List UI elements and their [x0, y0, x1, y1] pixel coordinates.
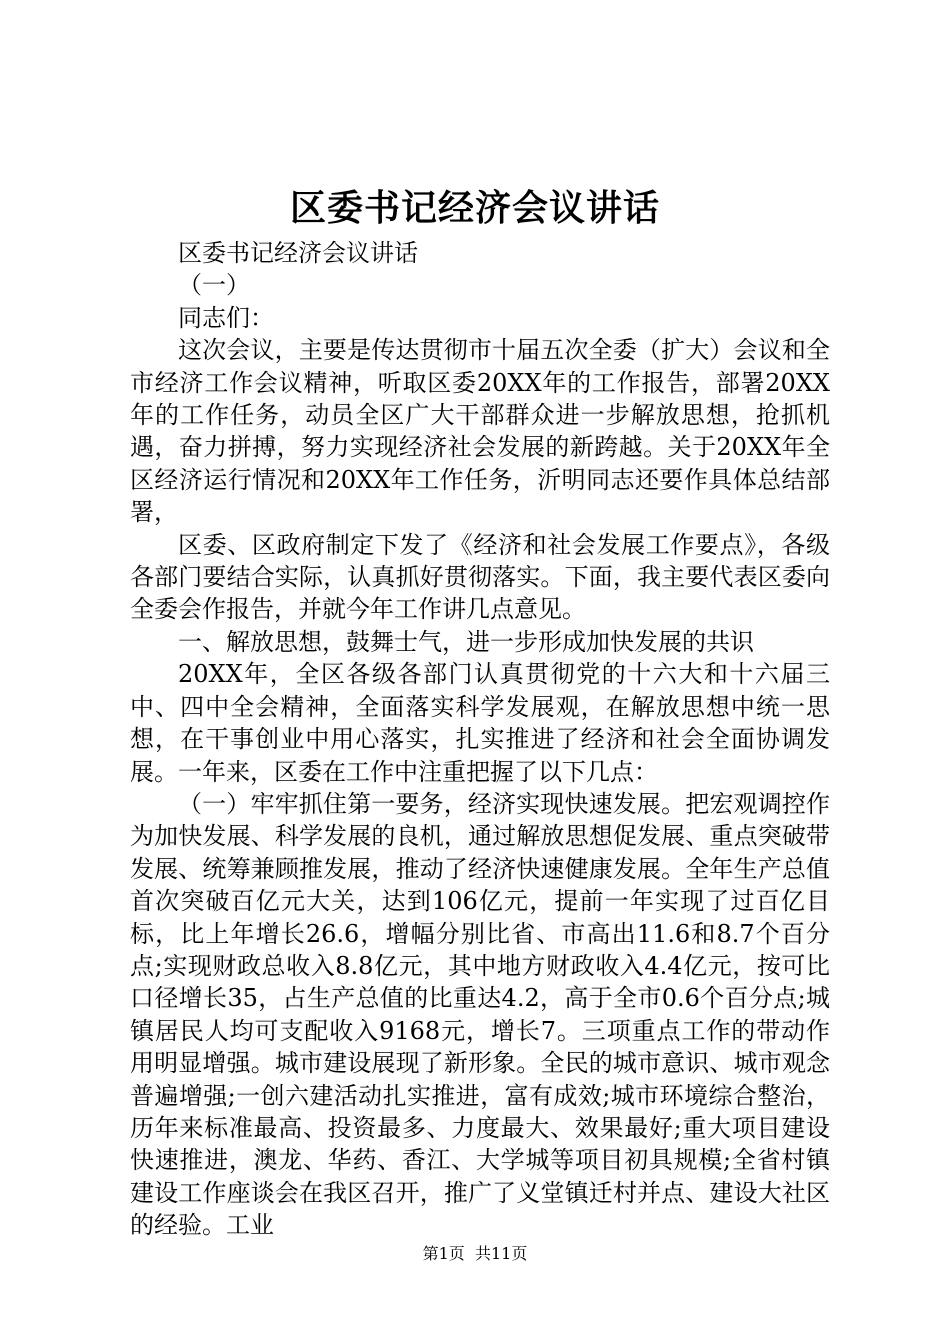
paragraph-review: 20XX年，全区各级各部门认真贯彻党的十六大和十六届三中、四中全会精神，全面落实科学发展观，在解放思想中统一思想，在干事创业中用心落实，扎实推进了经济和社会全面协调发展。一年来，区委在工作中注重把握了以下几点： — [130, 660, 830, 786]
document-body — [130, 237, 830, 1242]
page-total: 共11页 — [474, 1244, 528, 1263]
paragraph-economy: （一）牢牢抓住第一要务，经济实现快速发展。把宏观调控作为加快发展、科学发展的良机，通过解放思想促发展、重点突破带发展、统筹兼顾推发展，推动了经济快速健康发展。全年生产总值首次突破百亿元大关，达到106亿元，提前一年实现了过百亿目标，比上年增长26.6，增幅分别比省、市高出11.6和8.7个百分点;实现财政总收入8.8亿元，其中地方财政收入4.4亿元，按可比口径增长35，占生产总值的比重达4.2，高于全市0.6个百分点;城镇居民人均可支配收入9168元，增长7。三项重点工作的带动作用明显增强。城市建设展现了新形象。全民的城市意识、城市观念普遍增强;一创六建活动扎实推进，富有成效;城市环境综合整治，历年来标准最高、投资最多、力度最大、效果最好;重大项目建设快速推进，澳龙、华药、香江、大学城等项目初具规模;全省村镇建设工作座谈会在我区召开，推广了义堂镇迁村并点、建设大社区的经验。工业 — [130, 789, 830, 1240]
page-number: 第1页 — [422, 1244, 465, 1263]
paragraph-subtitle: 区委书记经济会议讲话 — [178, 239, 418, 267]
footer-spacer — [465, 1244, 475, 1263]
paragraph-work-points: 区委、区政府制定下发了《经济和社会发展工作要点》，各级各部门要结合实际，认真抓好贯彻落实。下面，我主要代表区委向全委会作报告，并就今年工作讲几点意见。 — [130, 530, 830, 624]
paragraph-heading-one: 一、解放思想，鼓舞士气，进一步形成加快发展的共识 — [178, 627, 754, 656]
paragraph-intro: 这次会议，主要是传达贯彻市十届五次全委（扩大）会议和全市经济工作会议精神，听取区委20XX年的工作报告，部署20XX年的工作任务，动员全区广大干部群众进一步解放思想，抢抓机遇，奋力拼搏，努力实现经济社会发展的新跨越。关于20XX年全区经济运行情况和20XX年工作任务，沂明同志还要作具体总结部署， — [130, 336, 830, 527]
document-title: 区委书记经济会议讲话 — [289, 187, 660, 229]
paragraph-section-marker: （一） — [178, 271, 250, 300]
paragraph-salutation: 同志们： — [178, 303, 274, 332]
page-footer — [0, 1243, 950, 1265]
